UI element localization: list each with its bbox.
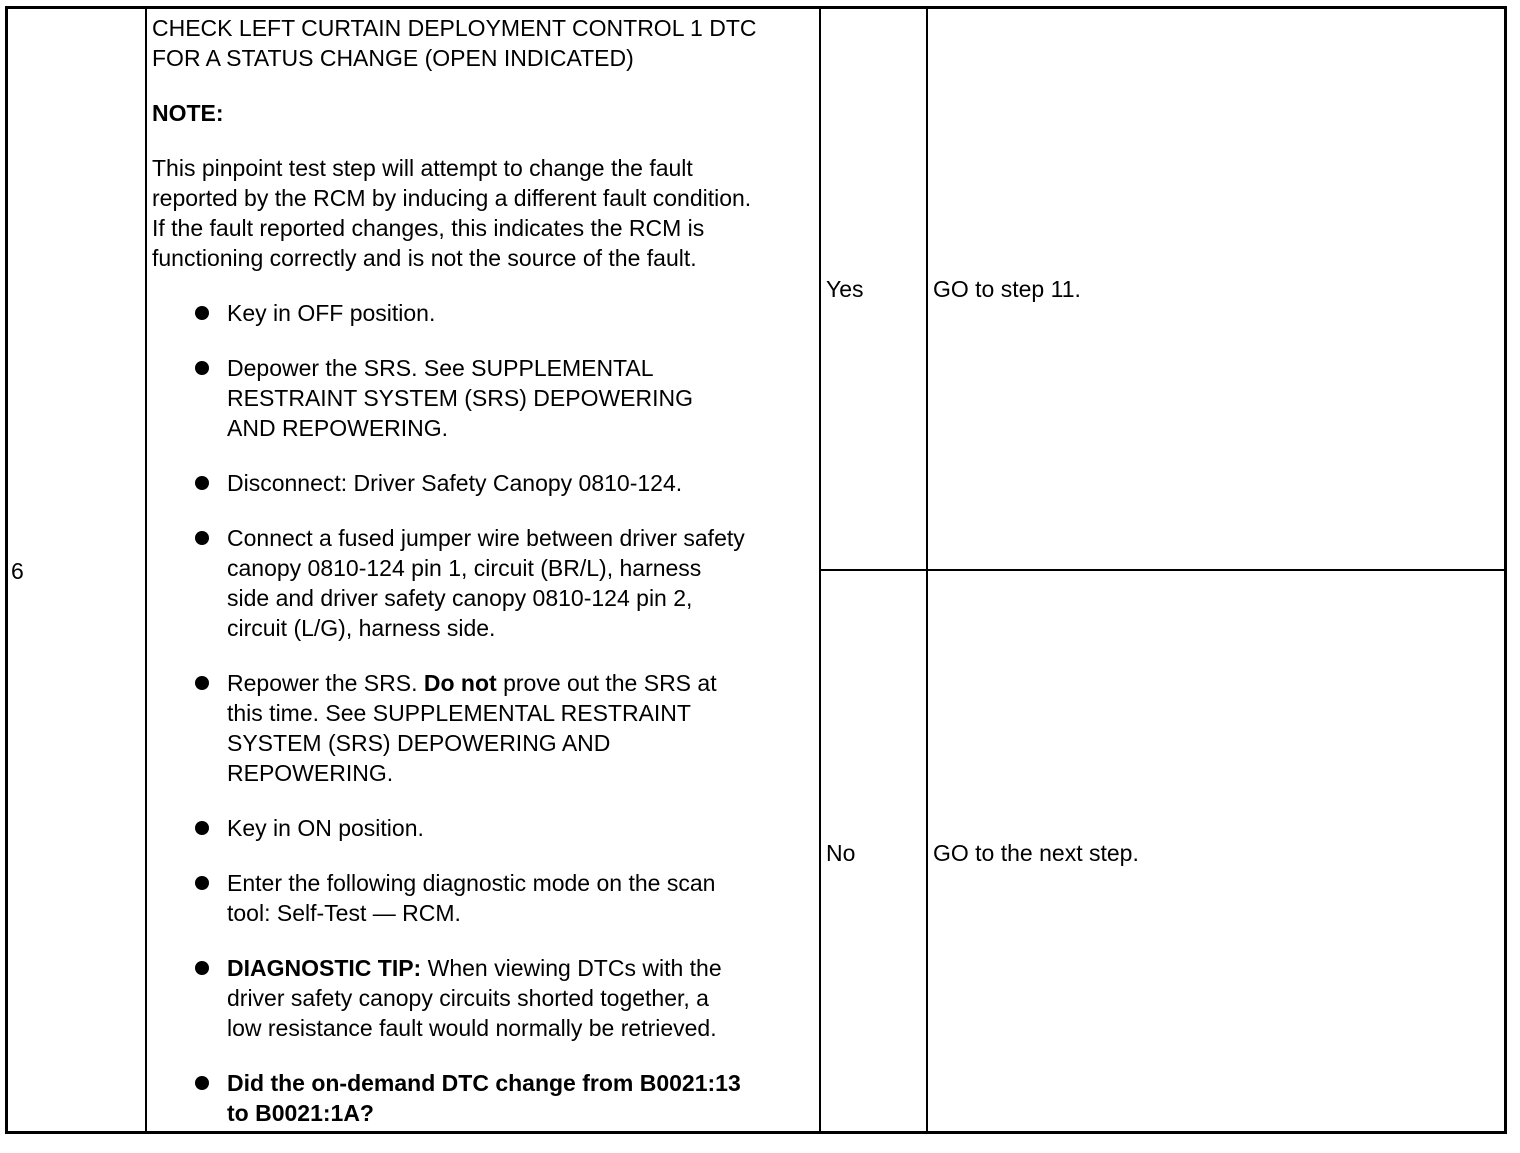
bullet-icon (195, 306, 209, 320)
instruction-list (152, 298, 816, 1128)
step-number: 6 (11, 558, 24, 584)
column-divider-1 (145, 6, 147, 1134)
list-item: Disconnect: Driver Safety Canopy 0810-124. (152, 468, 816, 498)
list-item: Repower the SRS. Do not prove out the SRS at this time. See SUPPLEMENTAL RESTRAINT SYSTEM (SRS) DEPOWERING AND REPOWERING. (152, 668, 816, 788)
bullet-icon (195, 1076, 209, 1090)
list-item: Enter the following diagnostic mode on the scan tool: Self-Test — RCM. (152, 868, 816, 928)
bullet-icon (195, 361, 209, 375)
row-divider (820, 569, 1507, 571)
list-item: Did the on-demand DTC change from B0021:13 to B0021:1A? (152, 1068, 816, 1128)
step-content (152, 13, 816, 1153)
step-title: CHECK LEFT CURTAIN DEPLOYMENT CONTROL 1 DTC FOR A STATUS CHANGE (OPEN INDICATED) (152, 15, 757, 71)
note-label: NOTE: (152, 100, 224, 126)
bullet-icon (195, 676, 209, 690)
bullet-icon (195, 876, 209, 890)
list-item: Key in OFF position. (152, 298, 816, 328)
bullet-icon (195, 531, 209, 545)
bullet-icon (195, 961, 209, 975)
bullet-icon (195, 821, 209, 835)
list-item: DIAGNOSTIC TIP: When viewing DTCs with the driver safety canopy circuits shorted together, a low resistance fault would normally be retrieved. (152, 953, 816, 1043)
list-item: Key in ON position. (152, 813, 816, 843)
action-no: GO to the next step. (933, 840, 1139, 866)
note-body: This pinpoint test step will attempt to change the fault reported by the RCM by inducing a different fault condition. If the fault reported changes, this indicates the RCM is functioning correctly and is not the source of the fault. (152, 155, 752, 271)
answer-no: No (826, 840, 856, 866)
answer-yes: Yes (826, 276, 864, 302)
action-yes: GO to step 11. (933, 276, 1081, 302)
list-item: Connect a fused jumper wire between driver safety canopy 0810-124 pin 1, circuit (BR/L), harness side and driver safety canopy 0810-124 pin 2, circuit (L/G), harness side. (152, 523, 816, 643)
list-item: Depower the SRS. See SUPPLEMENTAL RESTRAINT SYSTEM (SRS) DEPOWERING AND REPOWERING. (152, 353, 816, 443)
bullet-icon (195, 476, 209, 490)
